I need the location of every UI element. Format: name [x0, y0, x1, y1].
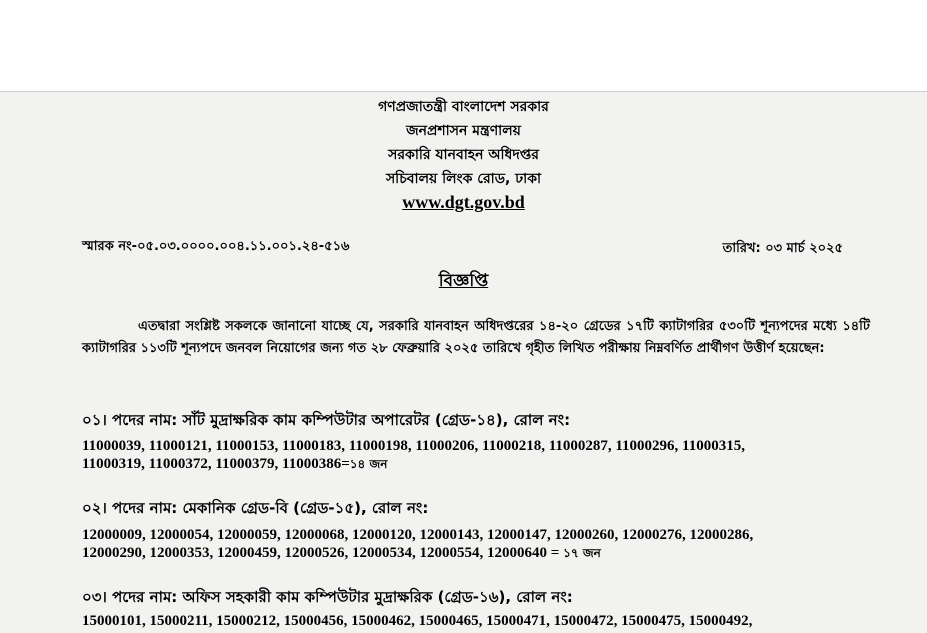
section-1-rolls-line1: 11000039, 11000121, 11000153, 11000183, 11000198, 11000206, 11000218, 11000287, 11000296, 11000315, — [82, 438, 745, 454]
section-2-rolls-line2: 12000290, 12000353, 12000459, 12000526, 12000534, 12000554, 12000640 = ১৭ জন — [82, 545, 601, 561]
section-2-title: ০২। পদের নাম: মেকানিক গ্রেড-বি (গ্রেড-১৫), রোল নং: — [82, 499, 429, 517]
section-3-title: ০৩। পদের নাম: অফিস সহকারী কাম কম্পিউটার মুদ্রাক্ষরিক (গ্রেড-১৬), রোল নং: — [82, 588, 573, 606]
section-2-rolls-line1: 12000009, 12000054, 12000059, 12000068, 12000120, 12000143, 12000147, 12000260, 12000276, 12000286, — [82, 527, 754, 543]
office-address: সচিবালয় লিংক রোড, ঢাকা — [385, 171, 542, 187]
section-1-title: ০১। পদের নাম: সাঁট মুদ্রাক্ষরিক কাম কম্পিউটার অপারেটর (গ্রেড-১৪), রোল নং: — [82, 411, 571, 429]
website-line — [0, 192, 927, 213]
notice-date: তারিখ: ০৩ মার্চ ২০২৫ — [722, 241, 843, 256]
section-2-count: ১৭ জন — [563, 546, 601, 560]
section-1-count: ১৪ জন — [349, 457, 388, 471]
notice-body: এতদ্বারা সংশ্লিষ্ট সকলকে জানানো যাচ্ছে যে, সরকারি যানবাহন অধিদপ্তরের ১৪-২০ গ্রেডের ১৭টি ক্যাটাগরির ৫৩০টি শূন্যপদের মধ্যে ১৪টি ক্যাটাগরির ১১৩টি শূন্যপদে জনবল নিয়োগের জন্য গত ২৮ ফেব্রুয়ারি ২০২৫ তারিখে গৃহীত লিখিত পরীক্ষায় নিম্নবর্ণিত প্রার্থীগণ উত্তীর্ণ হয়েছেন: — [82, 319, 870, 356]
section-1-rolls-line2: 11000319, 11000372, 11000379, 11000386=১৪ জন — [82, 456, 388, 472]
department-name: সরকারি যানবাহন অধিদপ্তর — [388, 147, 539, 163]
govt-name: গণপ্রজাতন্ত্রী বাংলাদেশ সরকার — [378, 99, 549, 115]
section-1-rolls — [82, 437, 872, 473]
memo-number: স্মারক নং-০৫.০৩.০০০০.০০৪.১১.০০১.২৪-৫১৬ — [82, 239, 350, 254]
section-3-rolls — [82, 612, 872, 630]
ministry-name: জনপ্রশাসন মন্ত্রণালয় — [406, 123, 521, 139]
top-margin — [0, 0, 927, 91]
website-link[interactable]: www.dgt.gov.bd — [402, 192, 525, 212]
section-3-rolls-line1: 15000101, 15000211, 15000212, 15000456, 15000462, 15000465, 15000471, 15000472, 15000475, 15000492, — [82, 613, 753, 629]
section-2-rolls — [82, 526, 872, 562]
notice-heading: বিজ্ঞপ্তি — [438, 271, 489, 291]
